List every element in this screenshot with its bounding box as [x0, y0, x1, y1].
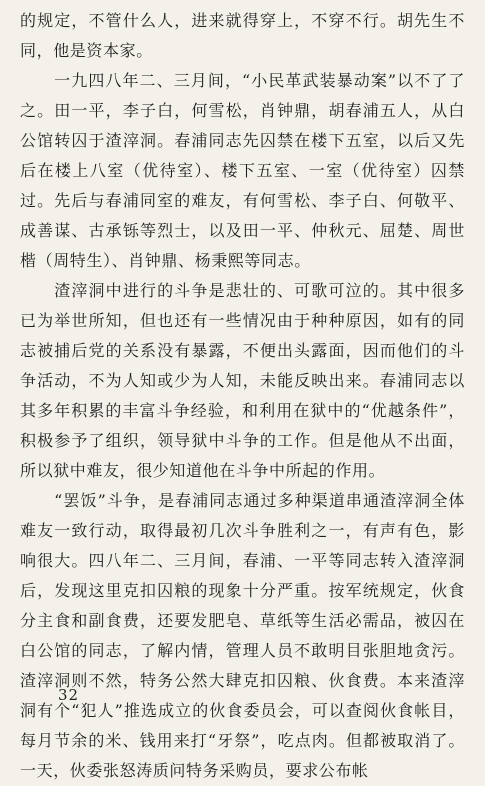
paragraph-4: “罢饭”斗争，是春浦同志通过多种渠道串通渣滓洞全体难友一致行动，取得最初几次斗争胜利之一，有声有色，影响很大。四八年二、三月间，春浦、一平等同志转入渣滓洞后，发现这里克扣囚粮的现象十分严重。按军统规定，伙食分主食和副食费，还要发肥皂、草纸等生活必需品，被囚在白公馆的同志，了解内情，管理人员不敢明目张胆地贪污。渣滓洞则不然，特务公然大肆克扣囚粮、伙食费。本来渣滓洞有个“犯人”推选成立的伙食委员会，可以查阅伙食帐目，每月节余的米、钱用来打“牙祭”，吃点肉。但都被取消了。一天，伙委张怒涛质问特务采购员，要求公布帐: [20, 491, 465, 780]
page-number: 32: [58, 686, 80, 704]
paragraph-1: 的规定，不管什么人，进来就得穿上，不穿不行。胡先生不同，他是资本家。: [20, 11, 465, 60]
paragraph-2: 一九四八年二、三月间，“小民革武装暴动案”以不了了之。田一平，李子白，何雪松，肖钟鼎，胡春浦五人，从白公馆转囚于渣滓洞。春浦同志先囚禁在楼下五室，以后又先后在楼上八室（优待室）、楼下五室、一室（优待室）囚禁过。先后与春浦同室的难友，有何雪松、李子白、何敬平、成善谋、古承铄等烈士，以及田一平、仲秋元、屈楚、周世楷（周特生）、肖钟鼎、杨秉熙等同志。: [20, 71, 465, 270]
paragraph-3: 渣滓洞中进行的斗争是悲壮的、可歌可泣的。其中很多已为举世所知，但也还有一些情况由于种种原因，如有的同志被捕后党的关系没有暴露，不便出头露面，因而他们的斗争活动，不为人知或少为人知，未能反映出来。春浦同志以其多年积累的丰富斗争经验，和利用在狱中的“优越条件”，积极参予了组织，领导狱中斗争的工作。但是他从不出面，所以狱中难友，很少知道他在斗争中所起的作用。: [20, 281, 465, 480]
